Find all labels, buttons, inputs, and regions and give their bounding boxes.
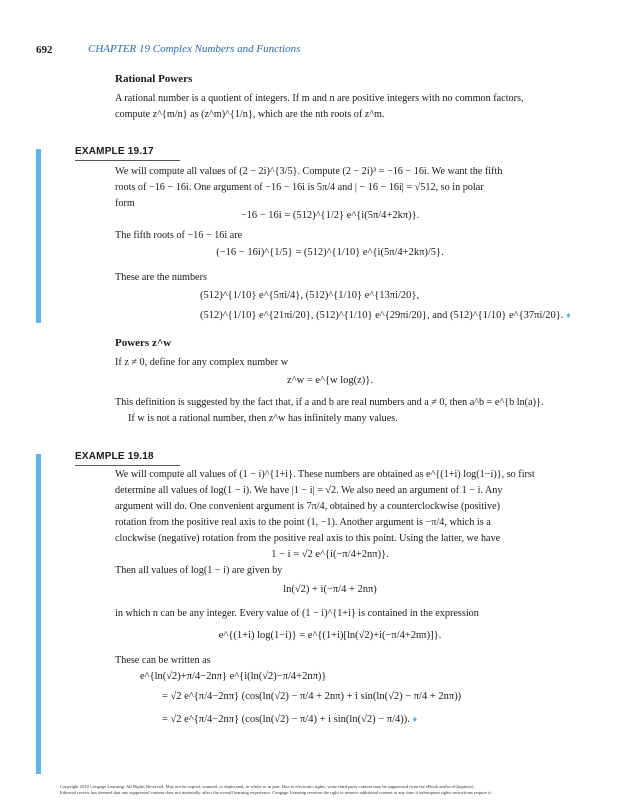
example-rule [75, 465, 180, 466]
roots-list-line-2-text: (512)^{1/10} e^{21πi/20}, (512)^{1/10} e^{29πi/20}, and (512)^{1/10} e^{37πi/20}. [200, 310, 564, 321]
powers-line-2: This definition is suggested by the fact that, if a and b are real numbers and a ≠ 0, then a^b = e^{b ln(a)}. [115, 397, 544, 408]
equation-power-definition: z^w = e^{w log(z)}. [287, 375, 373, 386]
footer-line-2: Editorial review has deemed that any suppressed content does not materially affect the overall learning experience. Cengage Learning reserves the right to remove additional content at any time if subsequent rights restrictions require it. [60, 790, 492, 795]
example-19-17-line-1: We will compute all values of (2 − 2i)^{3/5}. Compute (2 − 2i)³ = −16 − 16i. We want the fifth [115, 166, 503, 177]
equation-log-values: ln(√2) + i(−π/4 + 2nπ) [283, 584, 377, 595]
roots-list-line-2 [200, 310, 571, 321]
powers-line-1: If z ≠ 0, define for any complex number w [115, 357, 289, 368]
equation-written-3 [162, 714, 417, 725]
example-accent-bar [36, 149, 41, 323]
rational-powers-body: A rational number is a quotient of integers. If m and n are positive integers with no common factors, compute z^{m/n} as (z^m)^{1/n}, which are the nth roots of z^m. [115, 93, 524, 120]
equation-one-minus-i: 1 − i = √2 e^{i(−π/4+2nπ)}. [271, 549, 389, 560]
example-19-18-line-1: We will compute all values of (1 − i)^{1+i}. These numbers are obtained as e^{(1+i) log(1−i)}, so first [115, 469, 535, 480]
equation-written-2: = √2 e^{π/4−2nπ} (cos(ln(√2) − π/4 + 2nπ) + i sin(ln(√2) − π/4 + 2nπ)) [162, 691, 462, 702]
fifth-roots-intro: The fifth roots of −16 − 16i are [115, 230, 243, 241]
footer-line-1: Copyright 2010 Cengage Learning. All Rights Reserved. May not be copied, scanned, or duplicated, in whole or in part. Due to electronic rights, some third party content may be suppressed from the eBook and/or eChapter(s). [60, 784, 475, 789]
written-intro: These can be written as [115, 655, 211, 666]
equation-written-1: e^{ln(√2)+π/4−2nπ} e^{i(ln(√2)−π/4+2nπ)} [140, 671, 327, 682]
example-rule [75, 160, 180, 161]
example-19-18-label: EXAMPLE 19.18 [75, 451, 154, 462]
example-19-17-line-2: roots of −16 − 16i. One argument of −16 − 16i is 5π/4 and | − 16 − 16i| = √512, so in polar [115, 182, 484, 193]
roots-list-line-1: (512)^{1/10} e^{5πi/4}, (512)^{1/10} e^{13πi/20}, [200, 290, 420, 301]
example-19-18-line-3: argument will do. One convenient argument is 7π/4, obtained by a counterclockwise (positive) [115, 501, 501, 512]
example-19-17-label: EXAMPLE 19.17 [75, 146, 154, 157]
equation-written-3-text: = √2 e^{π/4−2nπ} (cos(ln(√2) − π/4) + i sin(ln(√2) − π/4)). [162, 714, 410, 725]
powers-line-3: If w is not a rational number, then z^w has infinitely many values. [128, 413, 398, 424]
copyright-footer [60, 784, 570, 796]
end-of-example-icon: ♦ [412, 714, 418, 724]
integer-line: in which n can be any integer. Every value of (1 − i)^{1+i} is contained in the expression [115, 608, 479, 619]
chapter-title: CHAPTER 19 Complex Numbers and Functions [88, 43, 301, 55]
end-of-example-icon: ♦ [566, 310, 571, 320]
page-number: 692 [36, 44, 53, 56]
example-19-18-line-4: rotation from the positive real axis to the point (1, −1). Another argument is −π/4, which is a [115, 517, 491, 528]
powers-heading: Powers z^w [115, 337, 172, 349]
example-accent-bar [36, 454, 41, 774]
equation-fifth-roots: (−16 − 16i)^{1/5} = (512)^{1/10} e^{i(5π/4+2kπ)/5}. [216, 247, 444, 258]
rational-powers-heading: Rational Powers [115, 73, 193, 85]
example-19-18-line-5: clockwise (negative) rotation from the positive real axis to this point. Using the latter, we have [115, 533, 501, 544]
numbers-intro: These are the numbers [115, 272, 207, 283]
example-19-17-line-3: form [115, 198, 135, 209]
log-values-intro: Then all values of log(1 − i) are given by [115, 565, 283, 576]
example-19-18-line-2: determine all values of log(1 − i). We have |1 − i| = √2. We also need an argument of 1 − i. Any [115, 485, 503, 496]
equation-expression: e^{(1+i) log(1−i)} = e^{(1+i)[ln(√2)+i(−π/4+2nπ)]}. [218, 630, 442, 641]
equation-polar-form: −16 − 16i = (512)^{1/2} e^{i(5π/4+2kπ)}. [240, 210, 420, 221]
